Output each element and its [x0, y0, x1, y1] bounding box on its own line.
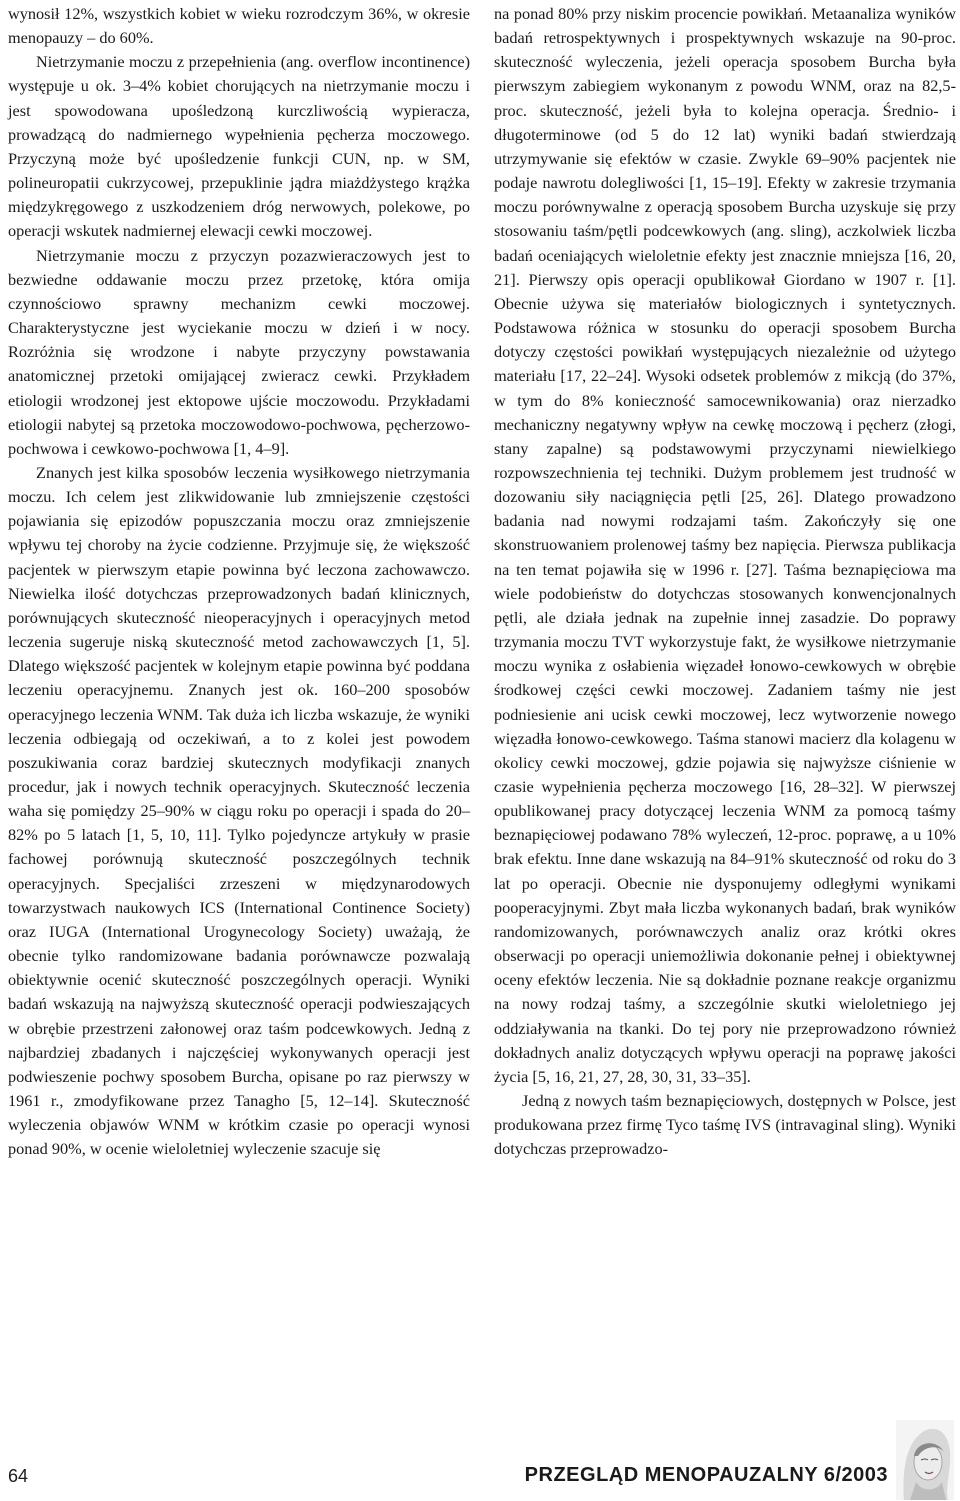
paragraph: Znanych jest kilka sposobów leczenia wysiłkowego nietrzymania moczu. Ich celem jest zlikwidowanie lub zmniejszenie częstości pojawiania się epizodów popuszczania moczu oraz zmniejszenie wpływu tej choroby na życie codzienne. Przyjmuje się, że większość pacjentek w pierwszym etapie powinna być leczona zachowawczo. Niewielka ilość dotychczas przeprowadzonych badań klinicznych, porównujących skuteczność nieoperacyjnych i operacyjnych metod leczenia sugeruje niską skuteczność metod zachowawczych [1, 5]. Dlatego większość pacjentek w kolejnym etapie powinna być poddana leczeniu operacyjnemu. Znanych jest ok. 160–200 sposobów operacyjnego leczenia WNM. Tak duża ich liczba wskazuje, że wyniki leczenia odbiegają od oczekiwań, a to z kolei jest powodem poszukiwania coraz bardziej skutecznych modyfikacji znanych procedur, jak i nowych technik operacyjnych. Skuteczność leczenia waha się pomiędzy 25–90% w ciągu roku po operacji i spada do 20–82% po 5 latach [1, 5, 10, 11]. Tylko pojedyncze artykuły w prasie fachowej porównują skuteczność poszczególnych technik operacyjnych. Specjaliści zrzeszeni w międzynarodowych towarzystwach naukowych ICS (International Continence Society) oraz IUGA (International Urogynecology Society) uważają, że obecnie tylko randomizowane badania porównawcze pozwalają obiektywnie ocenić skuteczność poszczególnych operacji. Wyniki badań wskazują na najwyższą skuteczność operacji podwieszających w obrębie przestrzeni załonowej oraz taśm podcewkowych. Jedną z najbardziej zbadanych i najczęściej wykonywanych operacji jest podwieszenie pochwy sposobem Burcha, opisane po raz pierwszy w 1961 r., zmodyfikowane przez Tanagho [5, 12–14]. Skuteczność wyleczenia objawów WNM w krótkim czasie po operacji wynosi ponad 90%, w ocenie wieloletniej wyleczenie szacuje się [8, 462, 470, 1159]
journal-footer-title: PRZEGLĄD MENOPAUZALNY 6/2003 [524, 1464, 888, 1486]
paragraph: na ponad 80% przy niskim procencie powikłań. Metaanaliza wyników badań retrospektywnych i prospektywnych wskazuje na 90-proc. skuteczność wyleczenia, jeżeli operacja sposobem Burcha była pierwszym zabiegiem wykonanym z powodu WNM, oraz na 82,5-proc. skuteczność, jeżeli była to kolejna operacja. Średnio- i długoterminowe (od 5 do 12 lat) wyniki badań stwierdzają utrzymywanie się efektów w czasie. Zwykle 69–90% pacjentek nie podaje nawrotu dolegliwości [1, 15–19]. Efekty w zakresie trzymania moczu porównywalne z operacją sposobem Burcha uzyskuje się przy stosowaniu taśm/pętli podcewkowych (ang. sling), aczkolwiek liczba badań oceniających wieloletnie efekty jest znacznie mniejsza [16, 20, 21]. Pierwszy opis operacji opublikował Giordano w 1907 r. [1]. Obecnie używa się materiałów biologicznych i syntetycznych. Podstawowa różnica w stosunku do operacji sposobem Burcha dotyczy częstości powikłań występujących niezależnie od użytego materiału [17, 22–24]. Wysoki odsetek problemów z mikcją (do 37%, w tym do 8% konieczność samocewnikowania) oraz nierzadko mechaniczny negatywny wpływ na cewkę moczową i pęcherz (złogi, stany zapalne) są podstawowymi przyczynami niewielkiego rozpowszechnienia tej techniki. Dużym problemem jest trudność w dozowaniu siły naciągnięcia pętli [25, 26]. Dlatego prowadzono badania nad nowymi rodzajami taśm. Zakończyły się one skonstruowaniem prolenowej taśmy bez napięcia. Pierwsza publikacja na ten temat pojawiła się w 1996 r. [27]. Taśma beznapięciowa ma wiele podobieństw do dotychczas stosowanych konwencjonalnych pętli, ale działa jednak na zupełnie innej zasadzie. Do poprawy trzymania moczu TVT wykorzystuje fakt, że wysiłkowe nietrzymanie moczu wynika z osłabienia więzadeł łonowo-cewkowych w obrębie środkowej części cewki moczowej. Zadaniem taśmy nie jest podniesienie ani ucisk cewki moczowej, lecz wytworzenie nowego więzadła łonowo-cewkowego. Taśma stanowi macierz dla kolagenu w okolicy cewki moczowej, gdzie pojawia się najwyższe ciśnienie w czasie wypełnienia pęcherza moczowego [16, 28–32]. W pierwszej opublikowanej pracy dotyczącej leczenia WNM za pomocą taśmy beznapięciowej podawano 78% wyleczeń, 12-proc. poprawę, a u 10% brak efektu. Inne dane wskazują na 84–91% skuteczność od roku do 3 lat po operacji. Obecnie nie dysponujemy odległymi wynikami pooperacyjnymi. Zbyt mała liczba wykonanych badań, brak wyników randomizowanych, porównawczych analiz oraz krótki okres obserwacji po operacji uniemożliwia dokonanie pełnej i obiektywnej oceny efektów leczenia. Nie są dokładnie poznane reakcje organizmu na nowy rodzaj taśmy, a szczególnie skutki wieloletniego jej oddziaływania na tkanki. Do tej pory nie przeprowadzono również dokładnych analiz dotyczących wpływu operacji na poprawę jakości życia [5, 16, 21, 27, 28, 30, 31, 33–35]. [494, 4, 956, 1086]
paragraph: Nietrzymanie moczu z przepełnienia (ang. overflow incontinence) występuje u ok. 3–4% kobiet chorujących na nietrzymanie moczu i jest spowodowana upośledzoną kurczliwością wypieracza, prowadzącą do nadmiernego wypełnienia pęcherza moczowego. Przyczyną może być upośledzenie funkcji CUN, np. w SM, polineuropatii cukrzycowej, przepuklinie jądra miażdżystego krążka międzykręgowego z uszkodzeniem dróg nerwowych, polekowe, po operacji wskutek nadmiernej elewacji cewki moczowej. [8, 52, 470, 241]
paragraph: wynosił 12%, wszystkich kobiet w wieku rozrodczym 36%, w okresie menopauzy – do 60%. [8, 4, 470, 48]
paragraph: Nietrzymanie moczu z przyczyn pozazwieraczowych jest to bezwiedne oddawanie moczu przez przetokę, która omija czynnościowo sprawny mechanizm cewki moczowej. Charakterystyczne jest wyciekanie moczu w dzień i w nocy. Rozróżnia się wrodzone i nabyte przyczyny powstawania anatomicznej przetoki omijającej zwieracz cewki. Przykładem etiologii wrodzonej jest ektopowe ujście moczowodu. Przykładami etiologii nabytej są przetoka moczowodowo-pochwowa, pęcherzowo-pochwowa i cewkowo-pochwowa [1, 4–9]. [8, 245, 470, 458]
page-number: 64 [8, 1466, 29, 1486]
paragraph: Jedną z nowych taśm beznapięciowych, dostępnych w Polsce, jest produkowana przez firmę Tyco taśmę IVS (intravaginal sling). Wyniki dotychczas przeprowadzo- [494, 1091, 956, 1159]
portrait-sketch-icon [896, 1420, 954, 1500]
left-text-column [8, 2, 470, 1162]
portrait-thumbnail-image [896, 1420, 954, 1500]
right-text-column [494, 2, 956, 1162]
